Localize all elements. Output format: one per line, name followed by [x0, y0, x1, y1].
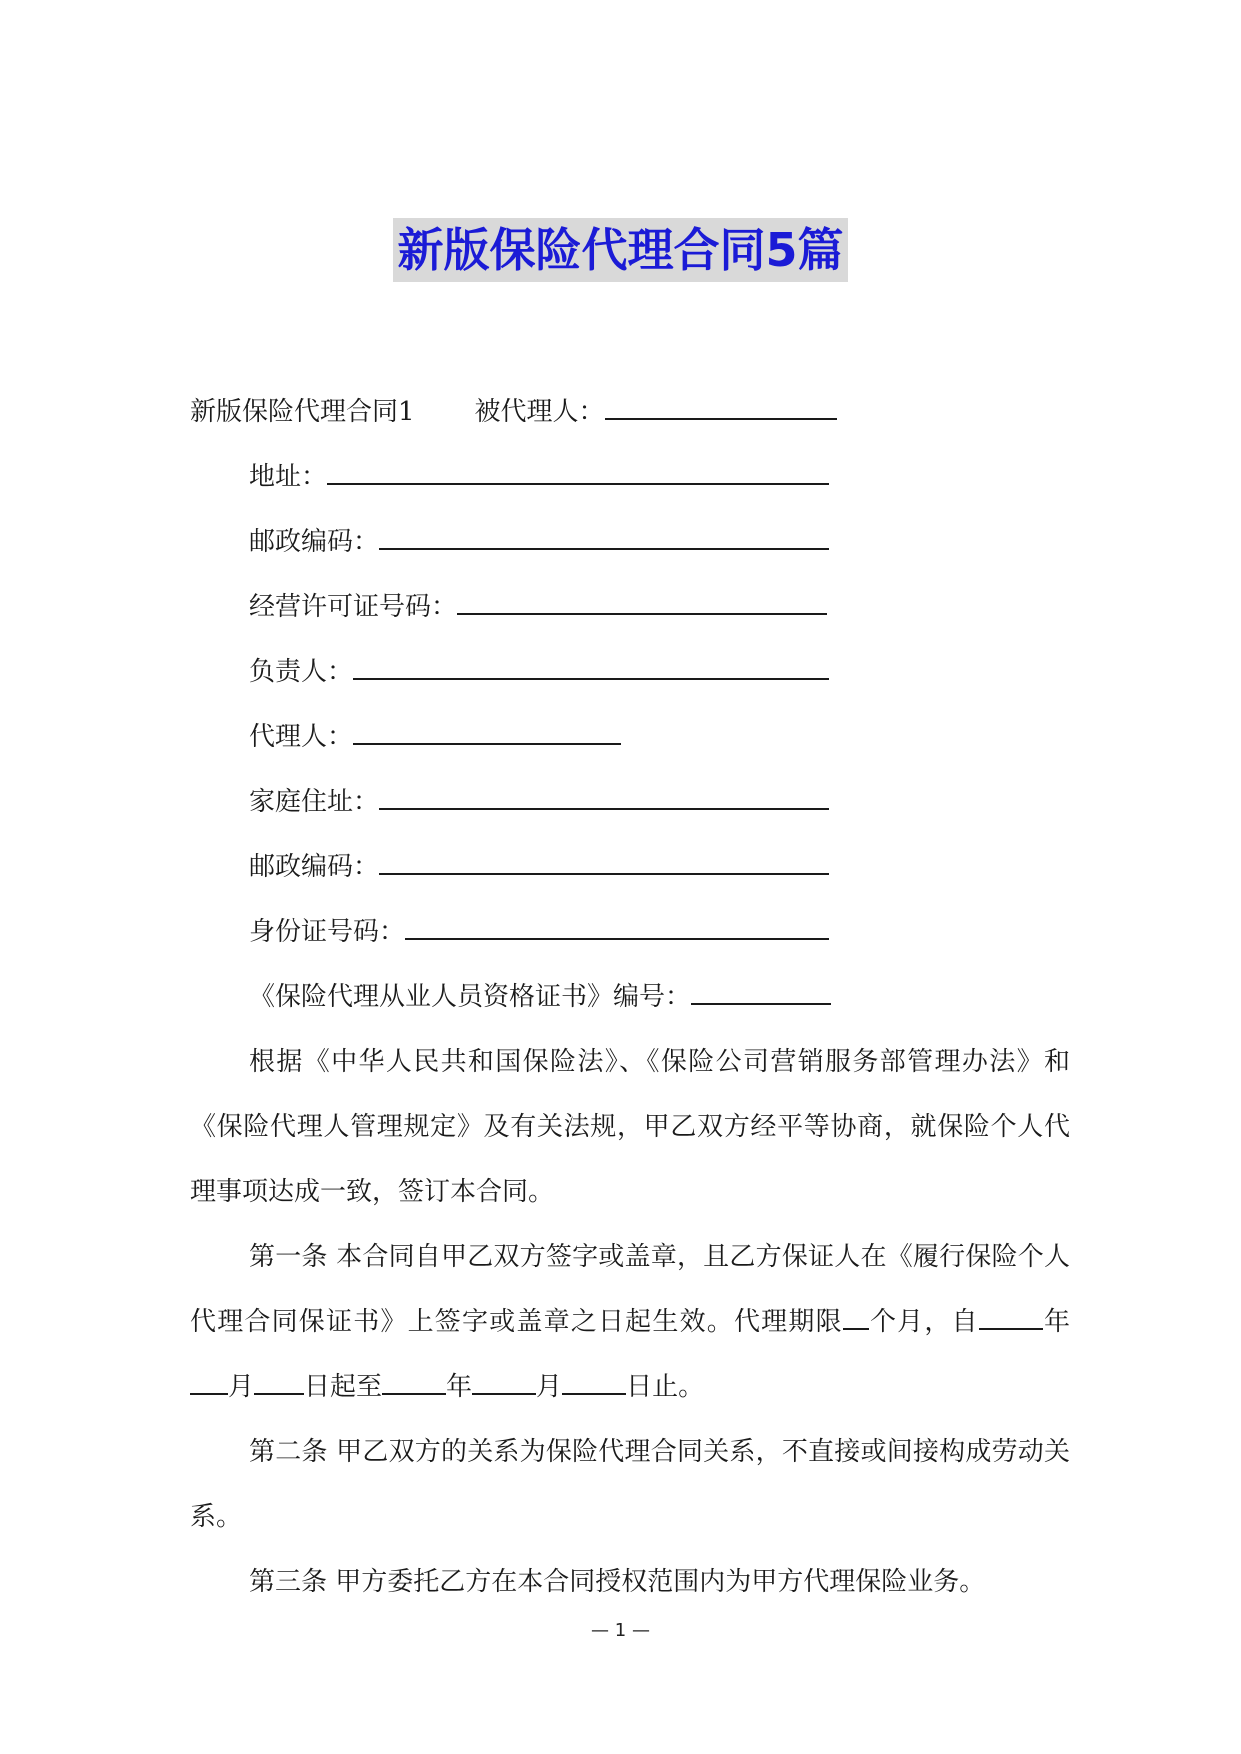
principal-blank	[605, 398, 837, 420]
field-home-address	[190, 770, 1070, 835]
field-blank	[379, 528, 829, 550]
paragraph-article-2: 第二条 甲乙双方的关系为保险代理合同关系，不直接或间接构成劳动关系。	[190, 1437, 1070, 1532]
document-title: 新版保险代理合同5篇	[393, 218, 847, 282]
field-certificate-number	[190, 965, 1070, 1030]
article1-text: 日止。	[626, 1372, 705, 1402]
field-blank	[379, 853, 829, 875]
field-blank	[405, 918, 829, 940]
field-blank	[353, 723, 621, 745]
field-postcode	[190, 510, 1070, 575]
field-label: 负责人：	[249, 657, 354, 687]
field-label: 邮政编码：	[249, 527, 380, 557]
article1-text: 年	[1042, 1307, 1070, 1337]
field-blank	[691, 983, 831, 1005]
article1-text: 第一条 本合同自甲乙双方签字或盖章，且乙方保证人在《履行保险个人代理合同保证书》上签字或盖章之日起生效。代理期限	[190, 1242, 1070, 1337]
blank-day	[562, 1373, 626, 1395]
contract-heading: 新版保险代理合同1	[190, 397, 415, 427]
article1-text: 日起至	[304, 1372, 383, 1402]
field-postcode-2	[190, 835, 1070, 900]
field-blank	[457, 593, 827, 615]
field-blank	[379, 788, 829, 810]
field-label: 经营许可证号码：	[249, 592, 458, 622]
field-label: 代理人：	[249, 722, 354, 752]
blank-months	[843, 1308, 869, 1330]
field-responsible-person	[190, 640, 1070, 705]
field-license-number	[190, 575, 1070, 640]
field-label: 家庭住址：	[249, 787, 380, 817]
paragraph-basis: 根据《中华人民共和国保险法》、《保险公司营销服务部管理办法》和《保险代理人管理规定》及有关法规，甲乙双方经平等协商，就保险个人代理事项达成一致，签订本合同。	[190, 1047, 1070, 1207]
field-agent	[190, 705, 1070, 770]
article1-text: 个月，自	[868, 1307, 979, 1337]
paragraph-article-1	[190, 1225, 1070, 1420]
field-label: 邮政编码：	[249, 852, 380, 882]
field-blank	[327, 463, 829, 485]
blank-month	[472, 1373, 536, 1395]
blank-day	[254, 1373, 304, 1395]
field-id-number	[190, 900, 1070, 965]
intro-line	[190, 380, 1070, 445]
article1-text: 年	[446, 1372, 473, 1402]
blank-month	[190, 1373, 228, 1395]
blank-year	[979, 1308, 1043, 1330]
field-label: 地址：	[249, 462, 328, 492]
page-number: — 1 —	[591, 1620, 650, 1641]
field-label: 《保险代理从业人员资格证书》编号：	[249, 982, 692, 1012]
article1-text: 月	[536, 1372, 563, 1402]
paragraph-article-3: 第三条 甲方委托乙方在本合同授权范围内为甲方代理保险业务。	[249, 1567, 986, 1597]
field-address	[190, 445, 1070, 510]
principal-label: 被代理人：	[474, 397, 605, 427]
field-label: 身份证号码：	[249, 917, 406, 947]
blank-year	[382, 1373, 446, 1395]
field-blank	[353, 658, 829, 680]
title-wrap	[0, 218, 1241, 282]
article1-text: 月	[228, 1372, 255, 1402]
contract-body	[190, 380, 1070, 1615]
